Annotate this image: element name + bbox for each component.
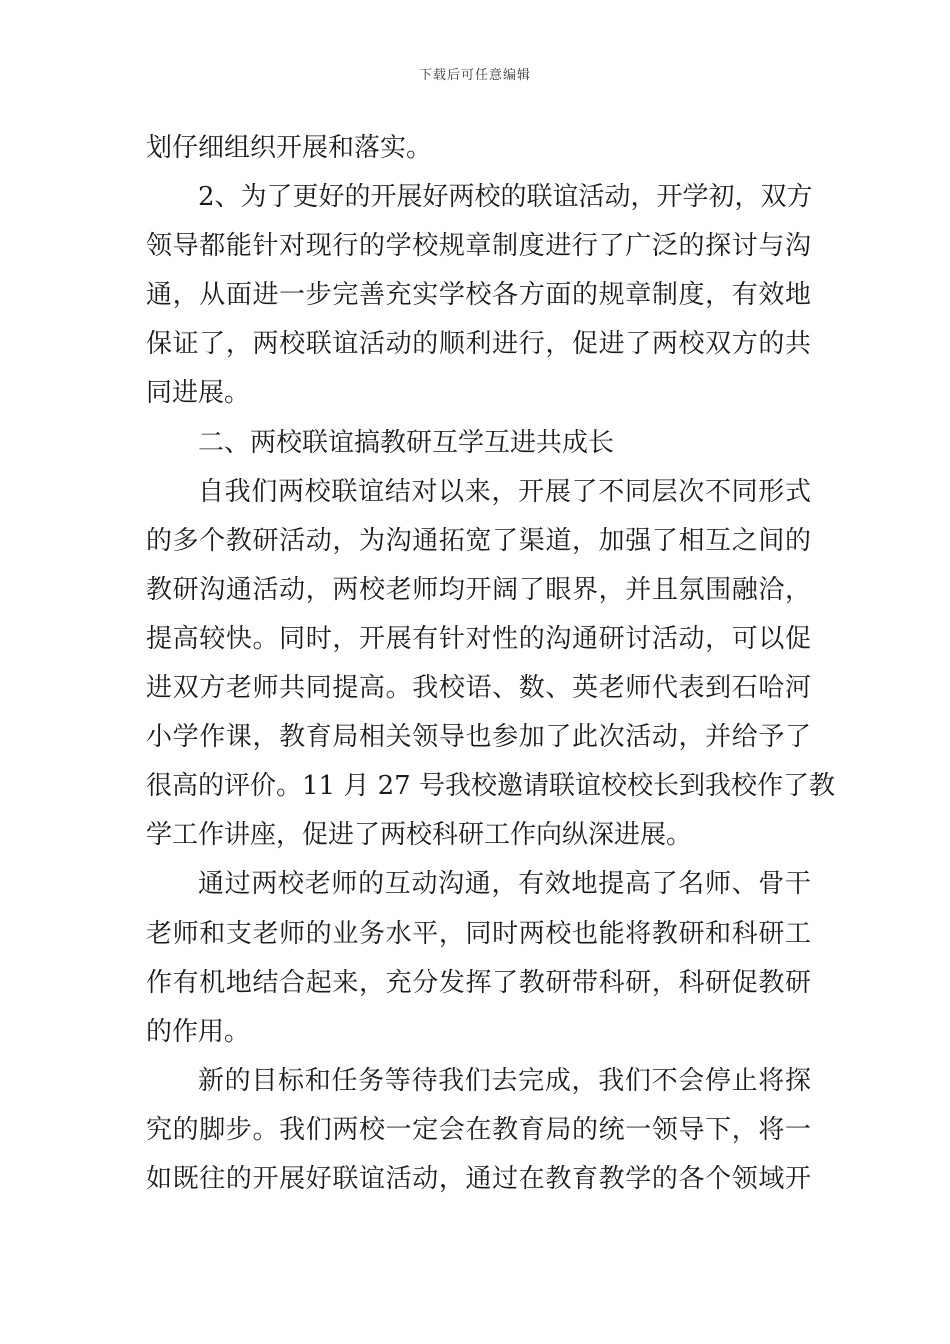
text-line: 2、为了更好的开展好两校的联谊活动，开学初，双方 — [198, 182, 813, 213]
text-line: 究的脚步。我们两校一定会在教育局的统一领导下，将一 — [146, 1114, 811, 1145]
text-line: 保证了，两校联谊活动的顺利进行，促进了两校双方的共 — [146, 329, 811, 360]
text-line: 二、两校联谊搞教研互学互进共成长 — [198, 427, 615, 458]
text-line: 提高较快。同时，开展有针对性的沟通研讨活动，可以促 — [146, 623, 811, 654]
text-line: 领导都能针对现行的学校规章制度进行了广泛的探讨与沟 — [146, 231, 811, 262]
text-line: 通，从面进一步完善充实学校各方面的规章制度，有效地 — [146, 280, 811, 311]
document-body — [146, 124, 835, 1204]
paragraph-p-intro-tail — [146, 124, 811, 173]
paragraph-p-outlook — [146, 1057, 811, 1204]
text-line: 同进展。 — [146, 378, 251, 409]
text-line: 教研沟通活动，两校老师均开阔了眼界，并且氛围融洽， — [146, 574, 811, 605]
text-line: 通过两校老师的互动沟通，有效地提高了名师、骨干 — [198, 869, 811, 900]
text-line: 很高的评价。11 月 27 号我校邀请联谊校校长到我校作了教 — [146, 771, 835, 802]
text-line: 如既往的开展好联谊活动，通过在教育教学的各个领域开 — [146, 1163, 811, 1194]
text-line: 学工作讲座，促进了两校科研工作向纵深进展。 — [146, 820, 693, 851]
paragraph-p-item-2 — [146, 173, 811, 418]
text-line: 的多个教研活动，为沟通拓宽了渠道，加强了相互之间的 — [146, 525, 811, 556]
text-line: 划仔细组织开展和落实。 — [146, 133, 433, 163]
text-line: 进双方老师共同提高。我校语、数、英老师代表到石哈河 — [146, 673, 811, 704]
text-line: 老师和支老师的业务水平，同时两校也能将教研和科研工 — [146, 918, 811, 949]
paragraph-p-section-2-body — [146, 468, 835, 861]
text-line: 新的目标和任务等待我们去完成，我们不会停止将探 — [198, 1065, 811, 1096]
text-line: 的作用。 — [146, 1016, 251, 1047]
text-line: 小学作课，教育局相关领导也参加了此次活动，并给予了 — [146, 722, 811, 753]
page-header: 下载后可任意编辑 — [418, 68, 531, 83]
paragraph-p-section-2-heading — [146, 419, 811, 468]
text-line: 自我们两校联谊结对以来，开展了不同层次不同形式 — [198, 476, 811, 507]
paragraph-p-interaction — [146, 860, 811, 1056]
text-line: 作有机地结合起来，充分发挥了教研带科研，科研促教研 — [146, 967, 811, 998]
